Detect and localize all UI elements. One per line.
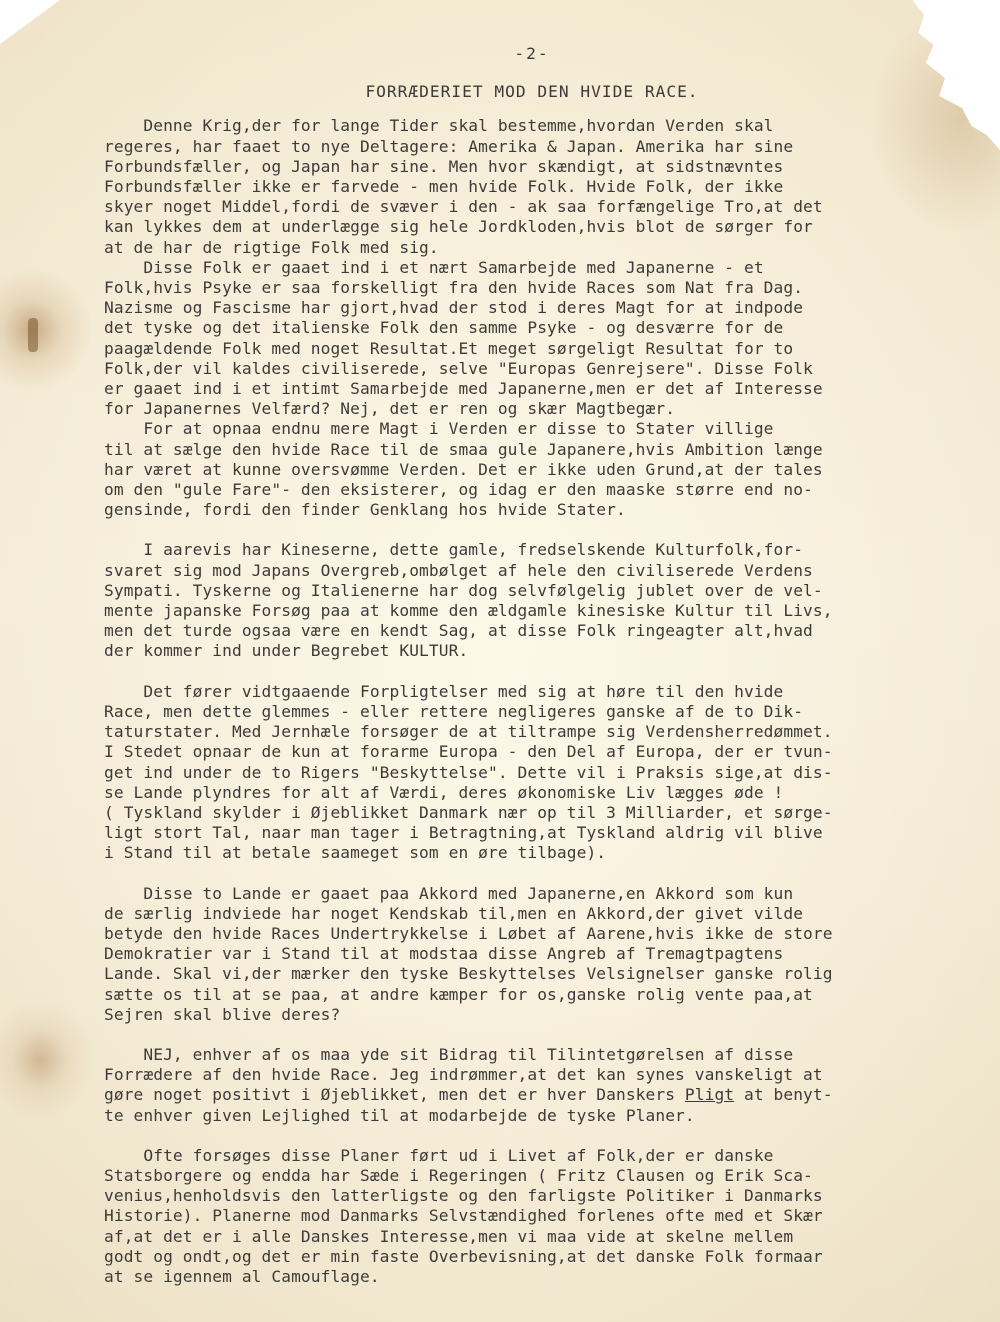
text-line: i Stand til at betale saameget som en øre tilbage). (104, 843, 607, 863)
paragraph (104, 116, 960, 257)
document-title: FORRÆDERIET MOD DEN HVIDE RACE. (365, 82, 699, 102)
paragraph-gap (104, 662, 960, 682)
text-line: gensinde, fordi den finder Genklang hos hvide Stater. (104, 500, 626, 520)
text-line: Race, men dette glemmes - eller rettere negligeres ganske af de to Dik- (104, 701, 804, 721)
typed-text-block (104, 44, 960, 1287)
text-line: godt og ondt,og det er min faste Overbevisning,at det danske Folk formaar (104, 1246, 823, 1266)
text-line: om den "gule Fare"- den eksisterer, og idag er den maaske større end no- (104, 480, 813, 500)
text-line: er gaaet ind i et intimt Samarbejde med Japanerne,men er det af Interesse (104, 379, 823, 399)
text-line: Forrædere af den hvide Race. Jeg indrømmer,at det kan synes vanskeligt at (104, 1065, 823, 1085)
text-line: men det turde ogsaa være en kendt Sag, at disse Folk ringeagter alt,hvad (104, 621, 813, 641)
text-line: Forbundsfæller, og Japan har sine. Men hvor skændigt, at sidstnævntes (104, 156, 784, 176)
page-number: -2- (514, 44, 550, 63)
pin-hole-stain (28, 318, 38, 352)
text-line: Sympati. Tyskerne og Italienerne har dog selvfølgelig jublet over de vel- (104, 580, 823, 600)
text-line: til at sælge den hvide Race til de smaa gule Japanere,hvis Ambition længe (104, 439, 823, 459)
text-line: Nazisme og Fascisme har gjort,hvad der stod i deres Magt for at indpode (104, 298, 804, 318)
paragraph (104, 1146, 960, 1287)
text-line: I Stedet opnaar de kun at forarme Europa - den Del af Europa, der er tvun- (104, 742, 833, 762)
text-line: Demokratier var i Stand til at modstaa disse Angreb af Tremagtpagtens (104, 944, 784, 964)
text-line: se Lande plyndres for alt af Værdi, deres økonomiske Liv lægges øde ! (104, 782, 784, 802)
text-line: te enhver given Lejlighed til at modarbejde de tyske Planer. (104, 1105, 695, 1125)
text-line: Statsborgere og endda har Sæde i Regeringen ( Fritz Clausen og Erik Sca- (104, 1165, 813, 1185)
paragraph-gap (104, 864, 960, 884)
text-line: Folk,der vil kaldes civiliserede, selve "Europas Genrejsere". Disse Folk (104, 358, 813, 378)
text-line: get ind under de to Rigers "Beskyttelse". Dette vil i Praksis sige,at dis- (104, 762, 833, 782)
paragraph (104, 884, 960, 1025)
text-line: af,at det er i alle Danskes Interesse,men vi maa vide at skelne mellem (104, 1226, 794, 1246)
text-line: paagældende Folk med noget Resultat.Et meget sørgeligt Resultat for to (104, 338, 794, 358)
text-line: Denne Krig,der for lange Tider skal bestemme,hvordan Verden skal (104, 116, 774, 136)
text-line: de særlig indviede har noget Kendskab til,men en Akkord,der givet vilde (104, 903, 804, 923)
text-line: regeres, har faaet to nye Deltagere: Amerika & Japan. Amerika har sine (104, 136, 794, 156)
text-line: betyde den hvide Races Undertrykkelse i Løbet af Aarene,hvis ikke de store (104, 923, 833, 943)
text-line: svaret sig mod Japans Overgreb,ombølget af hele den civiliserede Verdens (104, 560, 813, 580)
text-line: at de har de rigtige Folk med sig. (104, 237, 439, 257)
paragraph-gap (104, 520, 960, 540)
underlined-word: Pligt (684, 1085, 735, 1105)
text-line: ligt stort Tal, naar man tager i Betragtning,at Tyskland aldrig vil blive (104, 823, 823, 843)
paragraph (104, 540, 960, 661)
text-line: Forbundsfæller ikke er farvede - men hvide Folk. Hvide Folk, der ikke (104, 177, 784, 197)
text-line: Ofte forsøges disse Planer ført ud i Livet af Folk,der er danske (104, 1145, 774, 1165)
text-line: ( Tyskland skylder i Øjeblikket Danmark nær op til 3 Milliarder, et sørge- (104, 802, 833, 822)
paragraph-gap (104, 1126, 960, 1146)
text-line: kan lykkes dem at underlægge sig hele Jordkloden,hvis blot de sørger for (104, 217, 813, 237)
folded-corner (0, 0, 60, 44)
text-line: Lande. Skal vi,der mærker den tyske Beskyttelses Velsignelser ganske rolig (104, 964, 833, 984)
text-line: Historie). Planerne mod Danmarks Selvstændighed forlenes ofte med et Skær (104, 1206, 823, 1226)
text-line: NEJ, enhver af os maa yde sit Bidrag til Tilintetgørelsen af disse (104, 1044, 794, 1064)
text-line: venius,henholdsvis den latterligste og den farligste Politiker i Danmarks (104, 1186, 823, 1206)
text-line: Disse Folk er gaaet ind i et nært Samarbejde med Japanerne - et (104, 257, 764, 277)
text-line: for Japanernes Velfærd? Nej, det er ren og skær Magtbegær. (104, 399, 676, 419)
text-line: gøre noget positivt i Øjeblikket, men det er hver Danskers Pligt at benyt- (104, 1085, 833, 1105)
text-line: Disse to Lande er gaaet paa Akkord med Japanerne,en Akkord som kun (104, 883, 794, 903)
document-body (104, 116, 960, 1287)
paragraph (104, 682, 960, 864)
text-line: Folk,hvis Psyke er saa forskelligt fra den hvide Races som Nat fra Dag. (104, 278, 804, 298)
paragraph-gap (104, 1025, 960, 1045)
text-line: der kommer ind under Begrebet KULTUR. (104, 641, 469, 661)
text-line: har været at kunne oversvømme Verden. Det er ikke uden Grund,at der tales (104, 459, 823, 479)
text-line: sætte os til at se paa, at andre kæmper for os,ganske rolig vente paa,at (104, 984, 813, 1004)
paragraph (104, 258, 960, 420)
text-line: I aarevis har Kineserne, dette gamle, fredselskende Kulturfolk,for- (104, 540, 804, 560)
text-line: Sejren skal blive deres? (104, 1004, 341, 1024)
paragraph (104, 1045, 960, 1126)
text-line: skyer noget Middel,fordi de svæver i den - ak saa forfængelige Tro,at det (104, 197, 823, 217)
text-line: For at opnaa endnu mere Magt i Verden er disse to Stater villige (104, 419, 774, 439)
text-line: taturstater. Med Jernhæle forsøger de at tiltrampe sig Verdensherredømmet. (104, 722, 833, 742)
paragraph (104, 419, 960, 520)
text-line: at se igennem al Camouflage. (104, 1266, 380, 1286)
text-line: det tyske og det italienske Folk den samme Psyke - og desværre for de (104, 318, 784, 338)
text-line: Det fører vidtgaaende Forpligtelser med sig at høre til den hvide (104, 681, 784, 701)
text-line: mente japanske Forsøg paa at komme den ældgamle kinesiske Kultur til Livs, (104, 601, 833, 621)
